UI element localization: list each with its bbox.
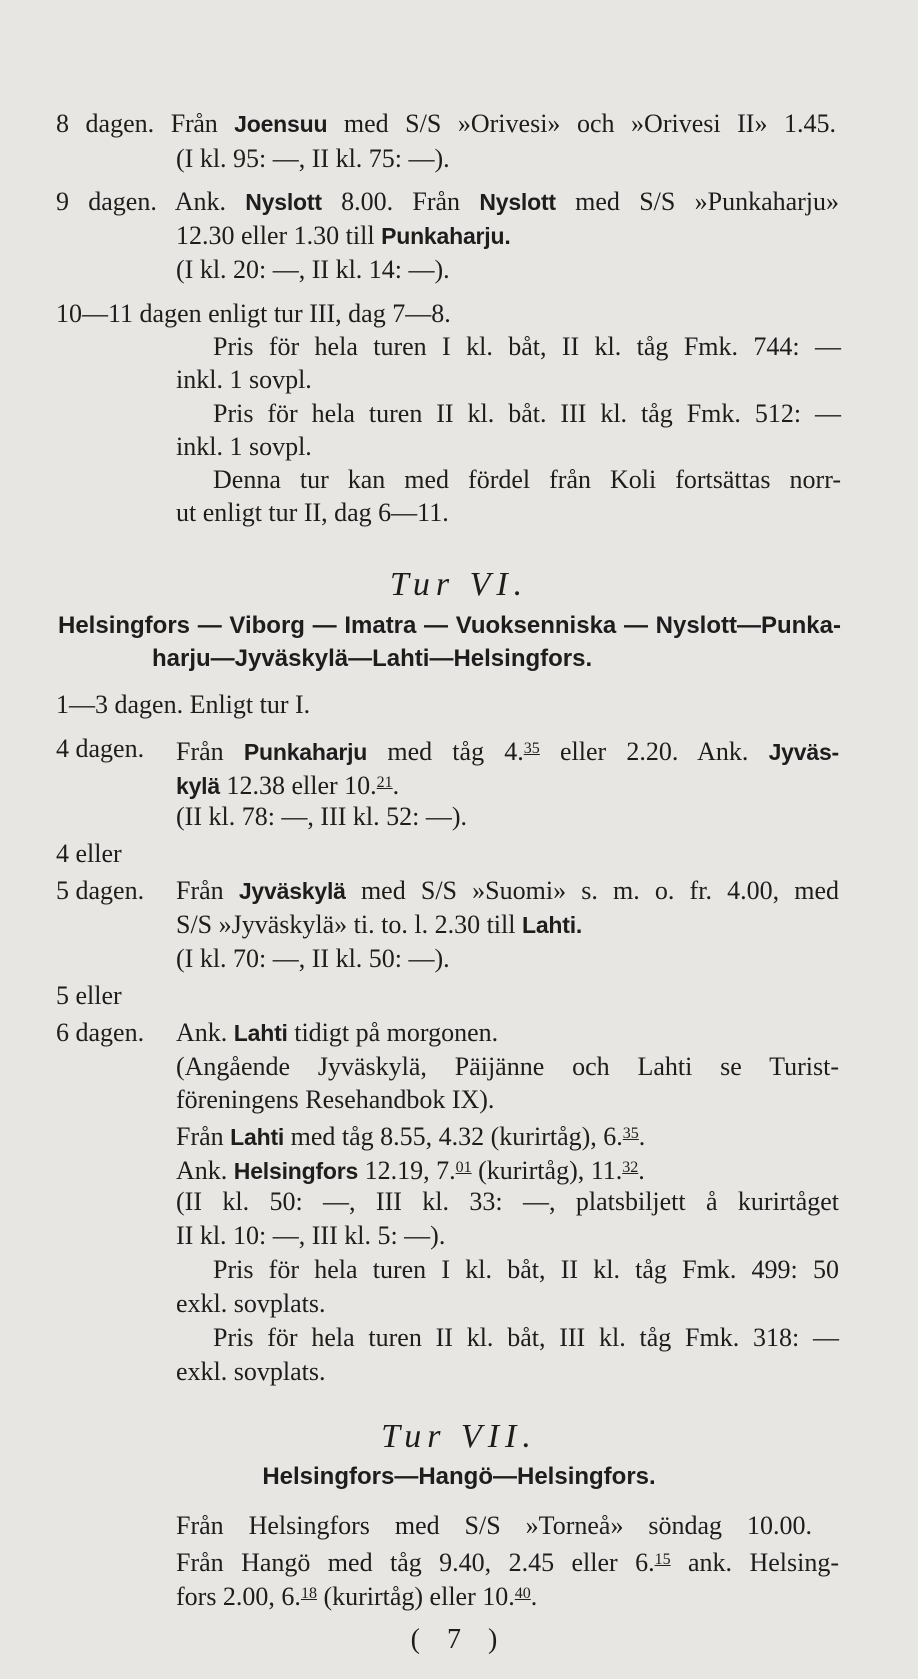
tur6-day5-label: 5 dagen. — [56, 876, 145, 905]
place-punkaharju: Punkaharju. — [381, 223, 511, 249]
tur6-price1: Pris för hela turen I kl. båt, II kl. tåg Fmk. 499: 50 — [213, 1255, 839, 1284]
place-lahti: Lahti. — [521, 912, 583, 938]
tur7-line3: fors 2.00, 6.18 (kurirtåg) eller 10.40. — [176, 1582, 538, 1611]
place-jyvaskyla-3: Jyväskylä — [238, 878, 346, 904]
day10-11-line: 10—11 dagen enligt tur III, dag 7—8. — [56, 299, 451, 328]
tur6-route-line1: Helsingfors — Viborg — Imatra — Vuoksenniska — Nyslott—Punka- — [58, 612, 841, 639]
tur6-day4-line2: kylä 12.38 eller 10.21. — [176, 771, 400, 800]
tur6-day5-or-label: 5 eller — [56, 981, 122, 1010]
place-lahti-3: Lahti — [230, 1124, 285, 1150]
tur6-day5-line2: S/S »Jyväskylä» ti. to. l. 2.30 till Lahti. — [176, 910, 583, 939]
tur7-line1: Från Helsingfors med S/S »Torneå» söndag 10.00. — [176, 1511, 812, 1540]
tur6-heading: Tur VI. — [389, 566, 529, 603]
tur6-day4-label: 4 dagen. — [56, 734, 145, 763]
place-jyvaskyla-2: kylä — [176, 773, 220, 799]
day10-11-note2: ut enligt tur II, dag 6—11. — [176, 498, 449, 527]
day8-line: 8 dagen. Från Joensuu med S/S »Orivesi» och »Orivesi II» 1.45. — [56, 109, 837, 138]
tur6-day6-label: 6 dagen. — [56, 1018, 145, 1047]
tur6-day6-from-lahti: Från Lahti med tåg 8.55, 4.32 (kurirtåg), 6.35. — [176, 1122, 646, 1151]
place-helsingfors: Helsingfors — [233, 1158, 359, 1184]
tur6-day5-prices: (I kl. 70: —, II kl. 50: —). — [176, 944, 450, 973]
day9-line2: 12.30 eller 1.30 till Punkaharju. — [176, 221, 511, 250]
tur6-days-1-3: 1—3 dagen. Enligt tur I. — [56, 690, 311, 719]
place-nyslott-2: Nyslott — [479, 189, 556, 215]
day9-prices: (I kl. 20: —, II kl. 14: —). — [176, 255, 450, 284]
day10-11-price2-note: inkl. 1 sovpl. — [176, 432, 312, 461]
day10-11-note1: Denna tur kan med fördel från Koli fortsättas norr- — [213, 465, 841, 494]
tur6-price1-note: exkl. sovplats. — [176, 1289, 326, 1318]
tur7-heading: Tur VII. — [381, 1418, 537, 1455]
tur6-price2: Pris för hela turen II kl. båt, III kl. tåg Fmk. 318: — — [213, 1323, 839, 1352]
day10-11-price1: Pris för hela turen I kl. båt, II kl. tåg Fmk. 744: — — [213, 332, 841, 361]
place-punkaharju-2: Punkaharju — [243, 739, 368, 765]
tur6-day4-line1: Från Punkaharju med tåg 4.35 eller 2.20. Ank. Jyväs- — [176, 737, 840, 766]
tur6-day6-prices2: II kl. 10: —, III kl. 5: —). — [176, 1221, 446, 1250]
tur6-price2-note: exkl. sovplats. — [176, 1357, 326, 1386]
day8-prices: (I kl. 95: —, II kl. 75: —). — [176, 144, 450, 173]
place-jyvaskyla: Jyväs- — [768, 739, 840, 765]
place-lahti-2: Lahti — [233, 1020, 288, 1046]
tur6-day6-note1: (Angående Jyväskylä, Päijänne och Lahti se Turist- — [176, 1052, 839, 1081]
page-number: ( 7 ) — [410, 1624, 508, 1655]
place-nyslott: Nyslott — [245, 189, 322, 215]
day10-11-price1-note: inkl. 1 sovpl. — [176, 365, 312, 394]
tur6-day6-arrival: Ank. Helsingfors 12.19, 7.01 (kurirtåg), 11.32. — [176, 1156, 645, 1185]
tur6-day4-prices: (II kl. 78: —, III kl. 52: —). — [176, 802, 468, 831]
day9-line: 9 dagen. Ank. Nyslott 8.00. Från Nyslott med S/S »Punkaharju» — [56, 187, 840, 216]
tur6-day6-line1: Ank. Lahti tidigt på morgonen. — [176, 1018, 499, 1047]
place-joensuu: Joensuu — [234, 111, 328, 137]
tur7-line2: Från Hangö med tåg 9.40, 2.45 eller 6.15 ank. Helsing- — [176, 1548, 840, 1577]
tur6-day6-prices1: (II kl. 50: —, III kl. 33: —, platsbiljett å kurirtåget — [176, 1187, 839, 1216]
tur7-route: Helsingfors—Hangö—Helsingfors. — [262, 1463, 656, 1490]
tur6-route-line2: harju—Jyväskylä—Lahti—Helsingfors. — [152, 645, 593, 672]
day10-11-price2: Pris för hela turen II kl. båt. III kl. tåg Fmk. 512: — — [213, 399, 841, 428]
tur6-day4-or-label: 4 eller — [56, 839, 122, 868]
tur6-day6-note2: föreningens Resehandbok IX). — [176, 1085, 495, 1114]
tur6-day5-line1: Från Jyväskylä med S/S »Suomi» s. m. o. fr. 4.00, med — [176, 876, 840, 905]
